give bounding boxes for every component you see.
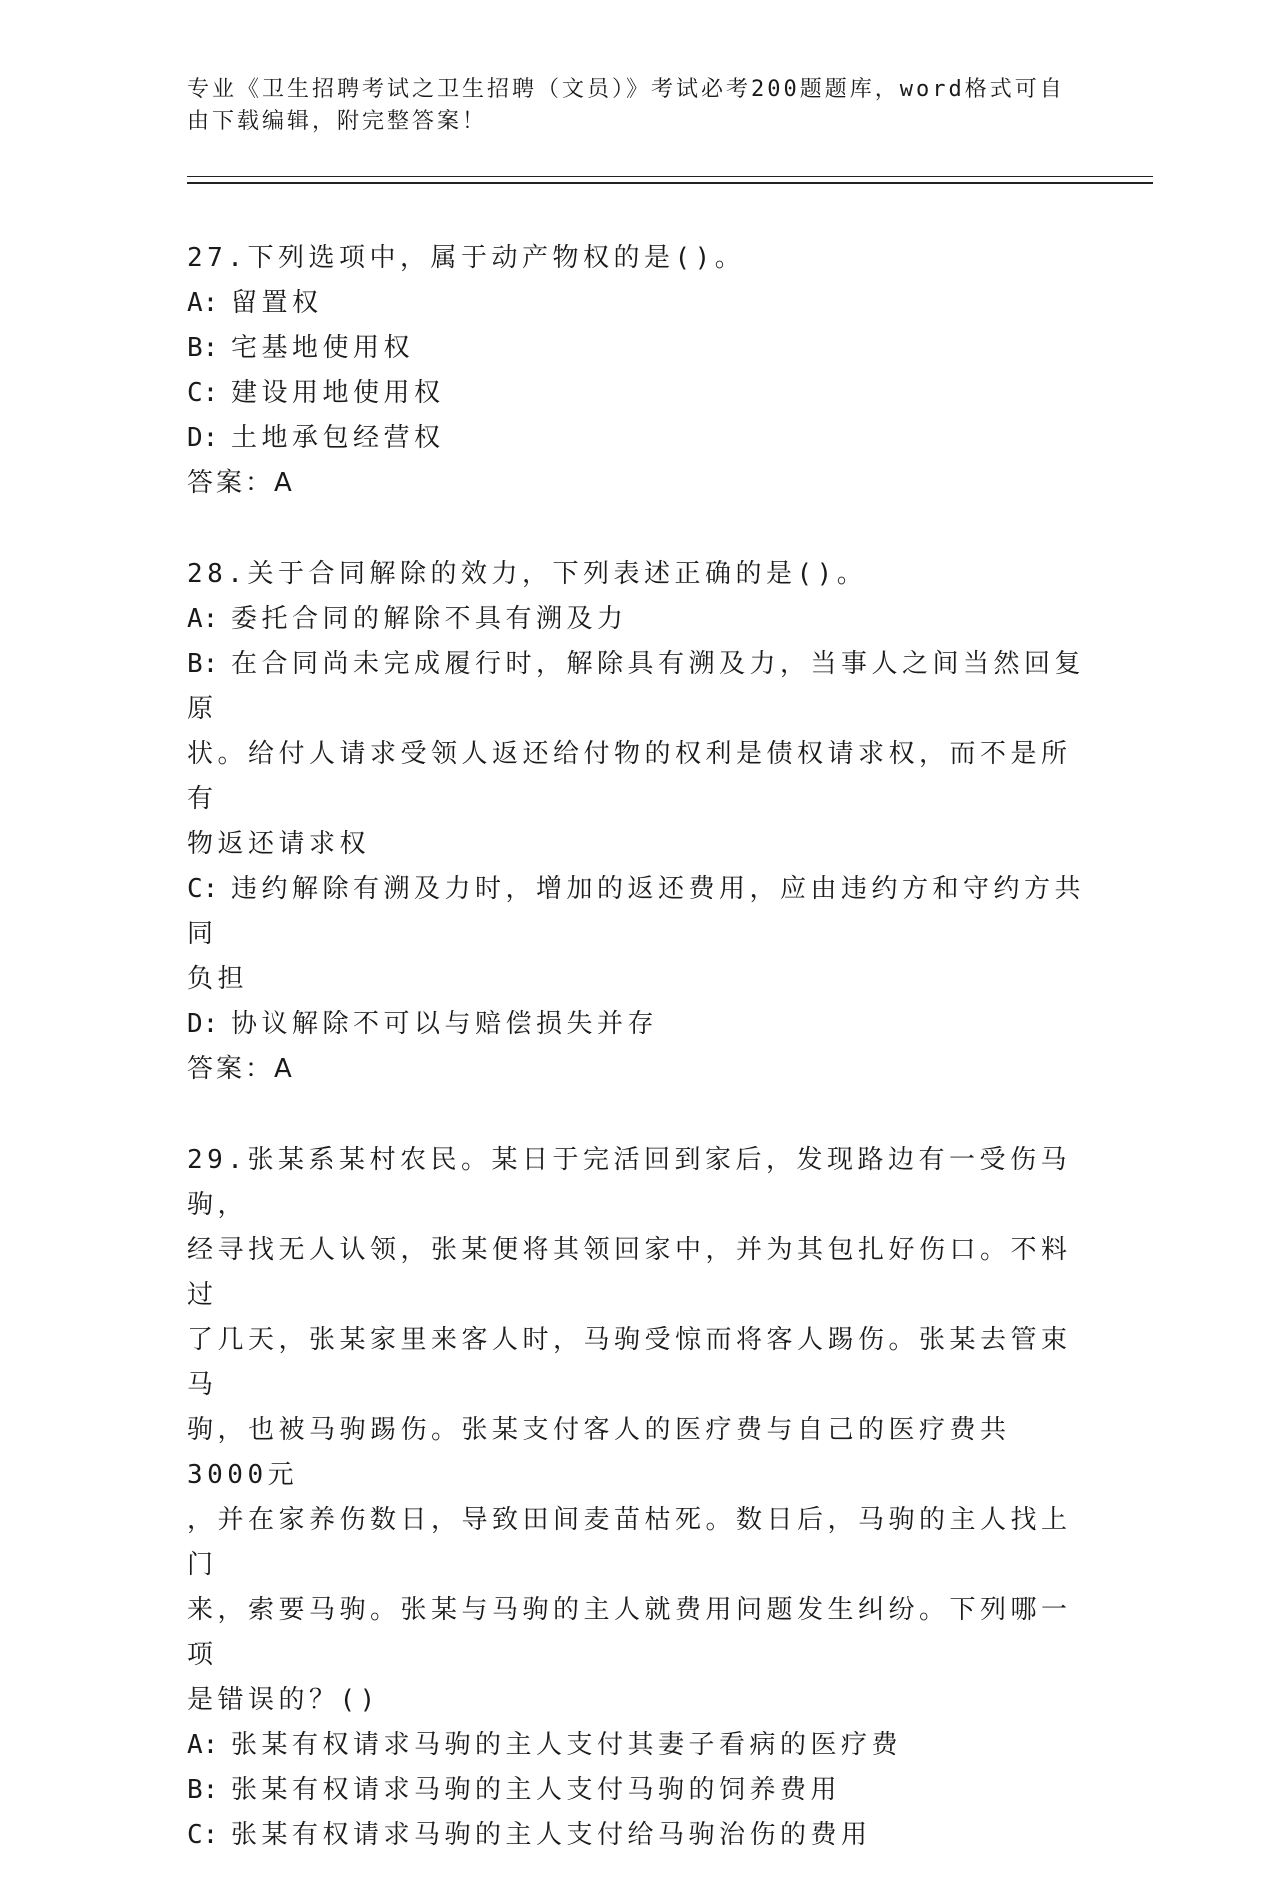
option-label: D: <box>187 423 219 453</box>
option-label: C: <box>187 1820 219 1850</box>
option-a <box>187 597 1087 642</box>
option-text: 建设用地使用权 <box>231 378 445 408</box>
question-27 <box>187 236 1087 506</box>
option-b <box>187 326 1087 371</box>
option-a <box>187 1723 1087 1768</box>
option-text: 留置权 <box>231 288 323 318</box>
option-text: 宅基地使用权 <box>231 333 415 363</box>
question-stem-continued: 是错误的？() <box>187 1685 380 1715</box>
question-stem: 27.下列选项中，属于动产物权的是()。 <box>187 243 746 273</box>
option-text: 张某有权请求马驹的主人支付马驹的饲养费用 <box>231 1775 842 1805</box>
header-line-1: 专业《卫生招聘考试之卫生招聘（文员）》考试必考200题题库，word格式可自 <box>187 77 1065 102</box>
option-text: 违约解除有溯及力时，增加的返还费用，应由违约方和守约方共同 <box>187 874 1086 949</box>
option-text: 土地承包经营权 <box>231 423 445 453</box>
option-label: B: <box>187 1775 219 1805</box>
option-label: B: <box>187 649 219 679</box>
header-divider <box>187 176 1153 184</box>
option-c <box>187 371 1087 416</box>
option-label: B: <box>187 333 219 363</box>
question-29 <box>187 1138 1087 1858</box>
option-label: A: <box>187 604 219 634</box>
option-label: A: <box>187 288 219 318</box>
option-label: A: <box>187 1730 219 1760</box>
option-b-continued: 状。给付人请求受领人返还给付物的权利是债权请求权，而不是所有 <box>187 739 1072 814</box>
question-stem: 28.关于合同解除的效力，下列表述正确的是()。 <box>187 559 868 589</box>
answer-line: 答案：A <box>187 468 295 498</box>
option-label: C: <box>187 378 219 408</box>
option-a <box>187 281 1087 326</box>
option-c <box>187 867 1087 957</box>
option-b <box>187 1768 1087 1813</box>
question-stem-continued: 了几天，张某家里来客人时，马驹受惊而将客人踢伤。张某去管束马 <box>187 1325 1072 1400</box>
option-d <box>187 416 1087 461</box>
question-stem: 29.张某系某村农民。某日于完活回到家后，发现路边有一受伤马驹， <box>187 1145 1071 1220</box>
option-c <box>187 1813 1087 1858</box>
option-b <box>187 642 1087 732</box>
option-d <box>187 1002 1087 1047</box>
question-stem-continued: 驹，也被马驹踢伤。张某支付客人的医疗费与自己的医疗费共3000元 <box>187 1415 1011 1490</box>
question-28 <box>187 552 1087 1092</box>
option-text: 张某有权请求马驹的主人支付其妻子看病的医疗费 <box>231 1730 903 1760</box>
question-stem-continued: 来，索要马驹。张某与马驹的主人就费用问题发生纠纷。下列哪一项 <box>187 1595 1072 1670</box>
answer-line: 答案：A <box>187 1054 295 1084</box>
question-stem-continued: 经寻找无人认领，张某便将其领回家中，并为其包扎好伤口。不料过 <box>187 1235 1072 1310</box>
question-list <box>187 236 1087 1904</box>
option-label: D: <box>187 1009 219 1039</box>
header-line-2: 由下载编辑，附完整答案！ <box>187 109 488 134</box>
option-c-continued: 负担 <box>187 964 249 994</box>
question-stem-continued: ，并在家养伤数日，导致田间麦苗枯死。数日后，马驹的主人找上门 <box>187 1505 1072 1580</box>
option-b-continued: 物返还请求权 <box>187 829 371 859</box>
option-label: C: <box>187 874 219 904</box>
option-text: 协议解除不可以与赔偿损失并存 <box>231 1009 659 1039</box>
option-text: 委托合同的解除不具有溯及力 <box>231 604 628 634</box>
option-text: 在合同尚未完成履行时，解除具有溯及力，当事人之间当然回复原 <box>187 649 1086 724</box>
document-header <box>187 74 1067 138</box>
option-text: 张某有权请求马驹的主人支付给马驹治伤的费用 <box>231 1820 872 1850</box>
